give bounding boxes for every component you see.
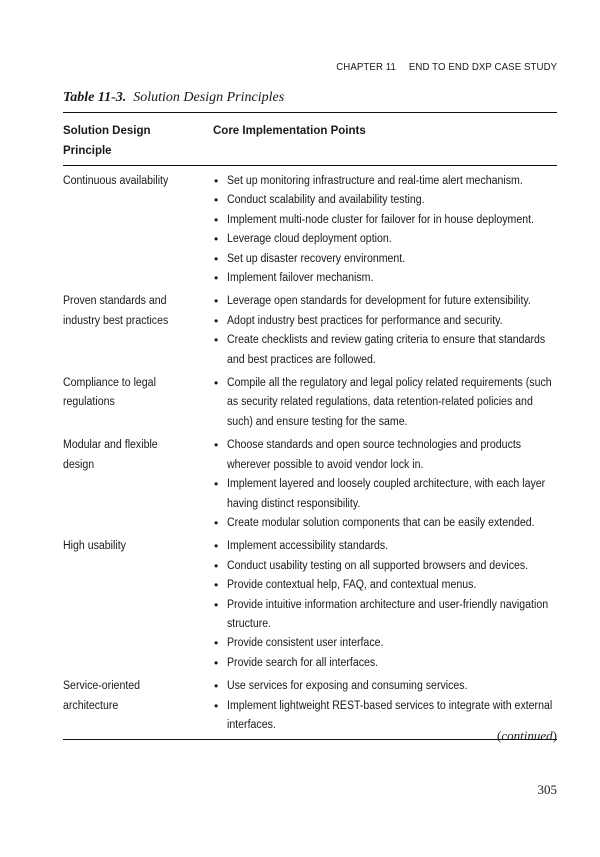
continued-note: (continued) bbox=[497, 728, 557, 743]
points-list bbox=[213, 537, 557, 673]
table-row bbox=[63, 166, 557, 288]
chapter-title: END TO END DXP CASE STUDY bbox=[408, 61, 557, 73]
point-text: Use services for exposing and consuming services. bbox=[227, 680, 468, 693]
points-cell bbox=[213, 172, 557, 288]
point-text: Provide search for all interfaces. bbox=[227, 656, 379, 669]
point-text: Conduct usability testing on all supported browsers and devices. bbox=[227, 559, 529, 572]
list-item bbox=[213, 312, 557, 331]
list-item bbox=[213, 374, 557, 432]
list-item bbox=[213, 514, 557, 533]
point-text: Conduct scalability and availability testing. bbox=[227, 194, 425, 207]
principles-table bbox=[63, 112, 557, 740]
chapter-label: CHAPTER 11 bbox=[335, 61, 396, 73]
list-item bbox=[213, 654, 557, 673]
point-text: Leverage cloud deployment option. bbox=[227, 233, 392, 246]
point-text: Implement accessibility standards. bbox=[227, 540, 389, 553]
point-text: Set up disaster recovery environment. bbox=[227, 252, 406, 265]
table-caption bbox=[63, 90, 284, 106]
point-text: Implement lightweight REST-based services to integrate with external interfaces. bbox=[227, 699, 553, 731]
list-item bbox=[213, 172, 557, 191]
point-text: Implement layered and loosely coupled architecture, with each layer having distinct responsibility. bbox=[227, 478, 546, 510]
table-bottom-rule bbox=[63, 739, 557, 740]
list-item bbox=[213, 211, 557, 230]
points-list bbox=[213, 374, 557, 432]
points-cell bbox=[213, 374, 557, 432]
principle-cell: High usability bbox=[63, 540, 126, 553]
table-row bbox=[63, 370, 557, 432]
point-text: Implement multi-node cluster for failover for in house deployment. bbox=[227, 213, 534, 226]
point-text: Create checklists and review gating criteria to ensure that standards and best practices are followed. bbox=[227, 334, 546, 366]
principle-cell: Modular and flexible design bbox=[63, 439, 158, 471]
table-row bbox=[63, 288, 557, 370]
list-item bbox=[213, 634, 557, 653]
point-text: Implement failover mechanism. bbox=[227, 272, 374, 285]
principle-cell: Proven standards and industry best practices bbox=[63, 295, 169, 327]
table-row bbox=[63, 533, 557, 673]
list-item bbox=[213, 537, 557, 556]
principle-cell: Continuous availability bbox=[63, 175, 169, 187]
point-text: Provide consistent user interface. bbox=[227, 637, 384, 650]
principle-cell: Compliance to legal regulations bbox=[63, 377, 156, 409]
principle-cell: Service-oriented architecture bbox=[63, 680, 141, 712]
list-item bbox=[213, 191, 557, 210]
page-number: 305 bbox=[537, 782, 557, 797]
points-cell bbox=[213, 537, 557, 673]
points-cell bbox=[213, 677, 557, 735]
caption-label: Table 11-3. bbox=[63, 90, 127, 105]
point-text: Provide intuitive information architecture and user-friendly navigation structure. bbox=[227, 598, 549, 630]
point-text: Compile all the regulatory and legal policy related requirements (such as security related regulations, data retention-related policies and such) and ensure testing for the same. bbox=[227, 377, 552, 428]
list-item bbox=[213, 250, 557, 269]
point-text: Set up monitoring infrastructure and real-time alert mechanism. bbox=[227, 175, 523, 187]
list-item bbox=[213, 292, 557, 311]
list-item bbox=[213, 677, 557, 696]
points-list bbox=[213, 436, 557, 533]
point-text: Provide contextual help, FAQ, and contextual menus. bbox=[227, 579, 477, 592]
point-text: Choose standards and open source technologies and products wherever possible to avoid vendor lock in. bbox=[227, 439, 522, 471]
list-item bbox=[213, 331, 557, 370]
caption-title: Solution Design Principles bbox=[133, 90, 285, 105]
list-item bbox=[213, 557, 557, 576]
points-list bbox=[213, 292, 557, 370]
header-principle: Solution Design Principle bbox=[63, 125, 151, 157]
list-item bbox=[213, 230, 557, 249]
point-text: Adopt industry best practices for performance and security. bbox=[227, 314, 503, 327]
points-list bbox=[213, 172, 557, 288]
table-body bbox=[63, 166, 557, 735]
continued-text: continued bbox=[501, 728, 553, 743]
list-item bbox=[213, 269, 557, 288]
points-list bbox=[213, 677, 557, 735]
points-cell bbox=[213, 436, 557, 533]
points-cell bbox=[213, 292, 557, 370]
list-item bbox=[213, 596, 557, 635]
list-item bbox=[213, 576, 557, 595]
point-text: Leverage open standards for development for future extensibility. bbox=[227, 295, 531, 308]
point-text: Create modular solution components that can be easily extended. bbox=[227, 516, 535, 529]
list-item bbox=[213, 475, 557, 514]
running-head bbox=[336, 61, 557, 73]
table-row bbox=[63, 673, 557, 735]
header-points: Core Implementation Points bbox=[213, 125, 366, 137]
table-row bbox=[63, 432, 557, 533]
list-item bbox=[213, 436, 557, 475]
table-header-row bbox=[63, 113, 557, 165]
